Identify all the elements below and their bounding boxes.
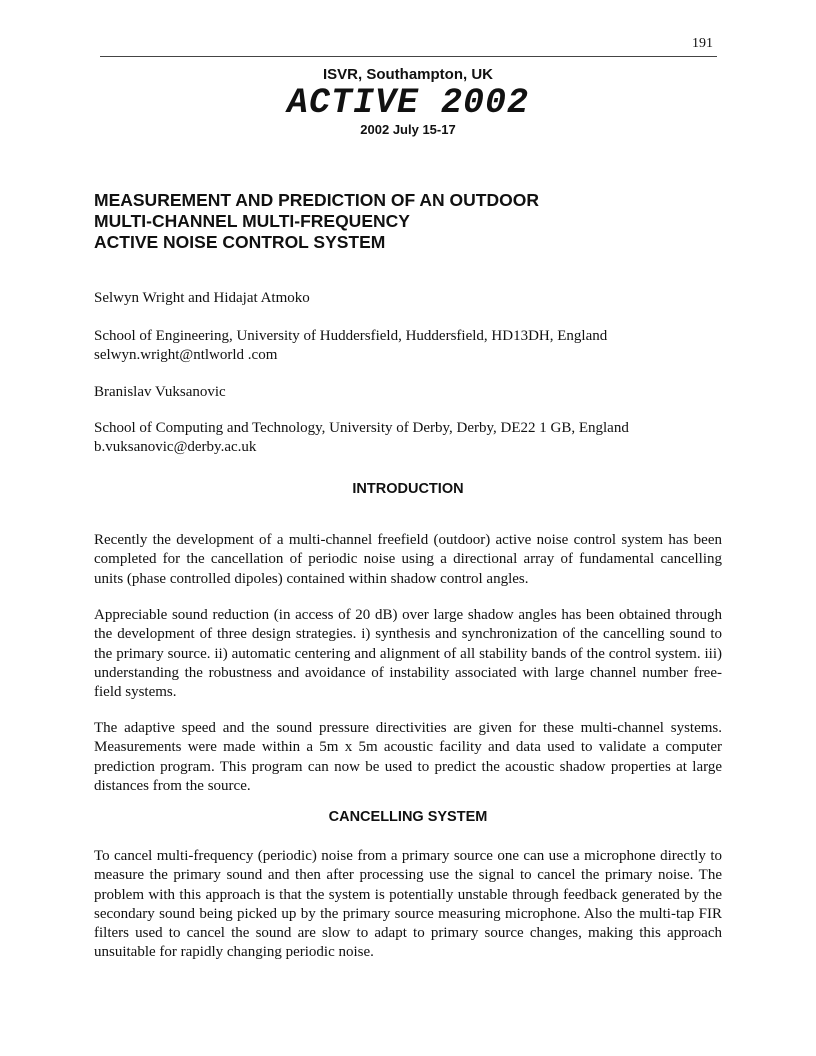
- page-number: 191: [692, 36, 713, 51]
- paragraph: Appreciable sound reduction (in access of 20 dB) over large shadow angles has been obtained through the development of three design strategies. i) synthesis and synchronization of the cancelling sound to the primary source. ii) automatic centering and alignment of all stability bands of the control system. iii) understanding the robustness and avoidance of instability associated with large channel number free-field systems.: [94, 607, 722, 701]
- header-rule: [100, 56, 717, 57]
- paragraph: The adaptive speed and the sound pressure directivities are given for these multi-channel systems. Measurements were made within a 5m x 5m acoustic facility and data used to validate a computer prediction program. This program can now be used to predict the acoustic shadow properties at large distances from the source.: [94, 720, 722, 794]
- affiliation-address: School of Engineering, University of Huddersfield, Huddersfield, HD13DH, England: [94, 328, 608, 344]
- conference-name: ACTIVE 2002: [286, 83, 530, 123]
- affiliation-address: School of Computing and Technology, University of Derby, Derby, DE22 1 GB, England: [94, 420, 629, 436]
- affiliation-2: [94, 419, 722, 457]
- affiliation-email: selwyn.wright@ntlworld .com: [94, 347, 278, 363]
- paragraph: To cancel multi-frequency (periodic) noise from a primary source one can use a microphone directly to measure the primary sound and then after processing use the signal to cancel the primary noise. The problem with this approach is that the system is potentially unstable through feedback generated by the secondary sound being picked up by the primary source measuring microphone. Also the multi-tap FIR filters used to cancel the sound are slow to adapt to primary source changes, making this approach unsuitable for rapidly changing periodic noise.: [94, 848, 722, 961]
- authors-1: Selwyn Wright and Hidajat Atmoko: [94, 290, 310, 306]
- conference-venue: ISVR, Southampton, UK: [323, 66, 493, 83]
- conference-header: [0, 66, 816, 137]
- paper-title: [94, 190, 734, 253]
- title-line: MEASUREMENT AND PREDICTION OF AN OUTDOOR: [94, 190, 539, 210]
- paragraph: Recently the development of a multi-channel freefield (outdoor) active noise control system has been completed for the cancellation of periodic noise using a directional array of fundamental cancelling units (phase controlled dipoles) contained within shadow control angles.: [94, 532, 722, 587]
- authors-2: Branislav Vuksanovic: [94, 384, 226, 400]
- cancelling-system-heading: CANCELLING SYSTEM: [328, 809, 488, 825]
- introduction-heading: INTRODUCTION: [352, 481, 464, 497]
- affiliation-email: b.vuksanovic@derby.ac.uk: [94, 439, 257, 455]
- affiliation-1: [94, 327, 722, 365]
- conference-dates: 2002 July 15-17: [360, 122, 456, 137]
- title-line: ACTIVE NOISE CONTROL SYSTEM: [94, 232, 386, 252]
- title-line: MULTI-CHANNEL MULTI-FREQUENCY: [94, 211, 410, 231]
